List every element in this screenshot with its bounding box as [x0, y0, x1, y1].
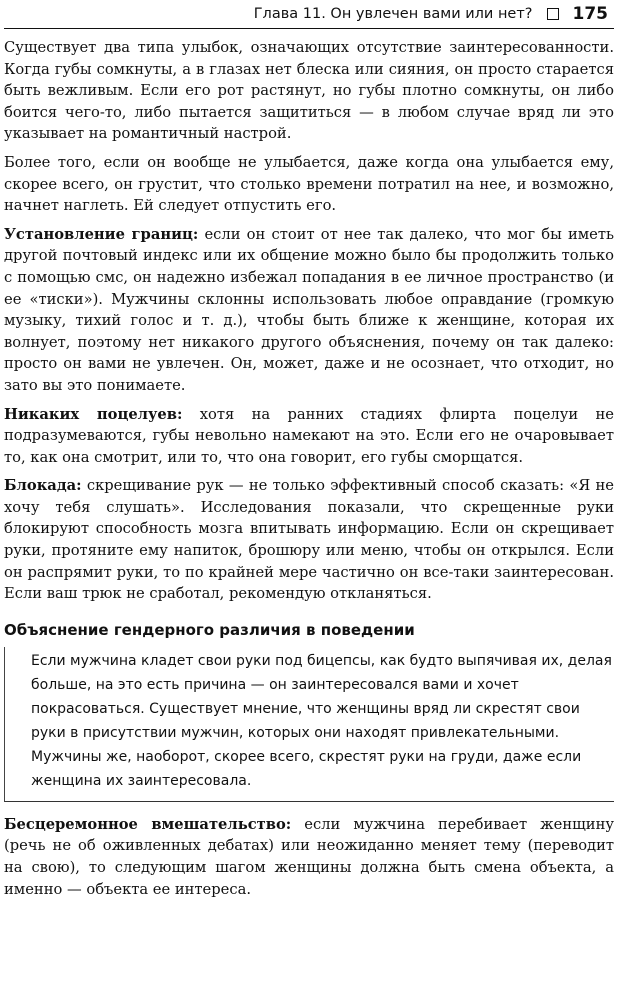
page-body: [4, 29, 614, 900]
page-number: 175: [572, 4, 608, 24]
paragraph-no-kisses-text: хотя на ранних стадиях флирта поцелуи не подразумеваются, губы невольно намекают на это. Если его не очаровывает то, как она смотрит, или то, что она говорит, его губы сморщатся.: [4, 405, 614, 466]
paragraph-blockade-text: скрещивание рук — не только эффективный способ сказать: «Я не хочу тебя слушать». Исследования показали, что скрещенные руки блокируют способность мозга впитывать информацию. Если он скрещивает руки, протяните ему напиток, брошюру или меню, чтобы он открылся. Если он распрямит руки, то по крайней мере частично он все-таки заинтересован. Если ваш трюк не сработал, рекомендую откланяться.: [4, 477, 614, 603]
paragraph-interruption-text: если мужчина перебивает женщину (речь не об оживленных дебатах) или неожиданно меняет тему (переводит на свою), то следующим шагом женщины должна быть смена объекта, а именно — объекта ее интереса.: [4, 815, 614, 898]
paragraph-interruption: [4, 814, 614, 900]
sidebar-box: [4, 647, 614, 802]
paragraph-boundaries: [4, 224, 614, 397]
term-blockade: Блокада:: [4, 477, 82, 495]
paragraph-boundaries-text: если он стоит от нее так далеко, что мог бы иметь другой почтовый индекс или их общение можно было бы продолжить только с помощью смс, он надежно избежал попадания в ее личное пространство (и ее «тиски»). Мужчины склонны использовать любое оправдание (громкую музыку, тихий голос и т. д.), чтобы быть ближе к женщине, которая их волнует, поэтому нет никакого другого объяснения, почему он так далеко: просто он вами не увлечен. Он, может, даже и не осознает, что отходит, но зато вы это понимаете.: [4, 225, 614, 394]
chapter-title: Глава 11. Он увлечен вами или нет?: [253, 6, 533, 22]
running-header: [4, 0, 614, 29]
term-no-kisses: Никаких поцелуев:: [4, 405, 183, 423]
paragraph-smiles: Существует два типа улыбок, означающих отсутствие заинтересованности. Когда губы сомкнуты, а в глазах нет блеска или сияния, он просто старается быть вежливым. Если его рот растянут, но губы плотно сомкнуты, он либо боится чего-то, либо пытается защититься — в любом случае вряд ли это указывает на романтичный настрой.: [4, 39, 614, 143]
sidebar-text: Если мужчина кладет свои руки под бицепсы, как будто выпячивая их, делая больше, на это есть причина — он заинтересовался вами и хочет покрасоваться. Существует мнение, что женщины вряд ли скрестят свои руки в присутствии мужчин, которых они находят привлекательными. Мужчины же, наоборот, скорее всего, скрестят руки на груди, даже если женщина их заинтересовала.: [31, 652, 612, 789]
paragraph-no-smile: Более того, если он вообще не улыбается, даже когда она улыбается ему, скорее всего, он грустит, что столько времени потратил на нее, и возможно, начнет наглеть. Ей следует отпустить его.: [4, 153, 614, 215]
term-boundaries: Установление границ:: [4, 225, 199, 243]
term-interruption: Бесцеремонное вмешательство:: [4, 815, 292, 833]
paragraph-no-kisses: [4, 404, 614, 469]
paragraph-blockade: [4, 475, 614, 605]
checkbox-square-icon: [547, 8, 559, 20]
sidebar-title: Объяснение гендерного различия в поведении: [4, 620, 415, 639]
